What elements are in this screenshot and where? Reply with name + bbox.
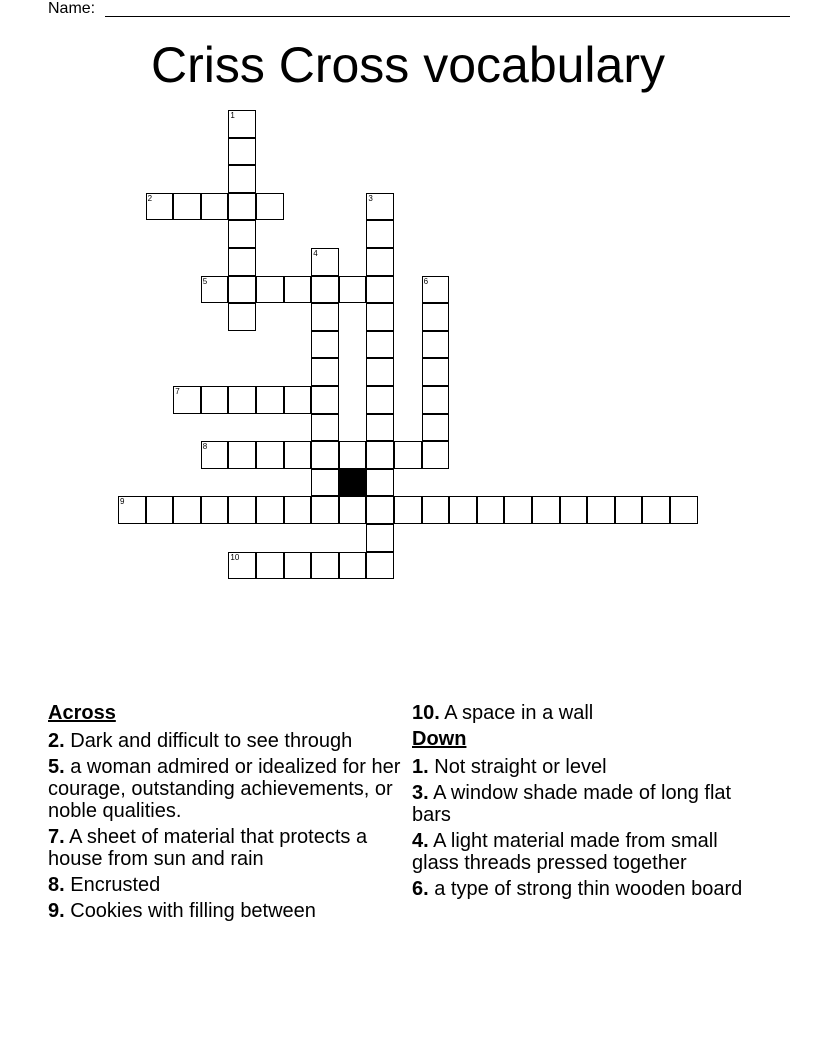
grid-cell[interactable] xyxy=(422,496,450,524)
clue-across-2 xyxy=(48,730,403,752)
grid-cell[interactable] xyxy=(366,386,394,414)
clue-down-3 xyxy=(412,782,757,826)
clue-number: 6. xyxy=(412,878,429,900)
grid-cell[interactable] xyxy=(228,165,256,193)
clue-number: 4. xyxy=(412,830,429,852)
clue-number-label: 8 xyxy=(202,442,208,452)
clue-number-label: 10 xyxy=(230,552,240,562)
grid-cell[interactable] xyxy=(366,552,394,580)
grid-cell[interactable] xyxy=(615,496,643,524)
grid-cell[interactable] xyxy=(173,193,201,221)
grid-cell[interactable] xyxy=(366,441,394,469)
grid-cell[interactable] xyxy=(311,303,339,331)
grid-cell[interactable] xyxy=(670,496,698,524)
clue-text: a type of strong thin wooden board xyxy=(428,878,743,900)
grid-cell[interactable] xyxy=(228,496,256,524)
grid-cell[interactable] xyxy=(228,138,256,166)
clue-across-8 xyxy=(48,874,403,896)
clue-down-4 xyxy=(412,830,757,874)
clue-text: a woman admired or idealized for her courage, outstanding achievements, or noble qualities. xyxy=(48,756,401,822)
grid-cell[interactable] xyxy=(201,496,229,524)
grid-cell[interactable] xyxy=(146,193,174,221)
grid-cell[interactable] xyxy=(173,496,201,524)
grid-cell[interactable] xyxy=(394,496,422,524)
grid-cell[interactable] xyxy=(146,496,174,524)
clue-number: 7. xyxy=(48,826,65,848)
grid-cell[interactable] xyxy=(366,220,394,248)
clue-number: 3. xyxy=(412,782,429,804)
grid-cell[interactable] xyxy=(560,496,588,524)
grid-cell[interactable] xyxy=(256,496,284,524)
grid-cell[interactable] xyxy=(532,496,560,524)
grid-cell[interactable] xyxy=(228,276,256,304)
clue-text: Encrusted xyxy=(64,874,161,896)
grid-cell[interactable] xyxy=(311,414,339,442)
grid-cell[interactable] xyxy=(422,441,450,469)
grid-cell[interactable] xyxy=(642,496,670,524)
grid-cell[interactable] xyxy=(339,276,367,304)
grid-cell[interactable] xyxy=(311,358,339,386)
grid-cell[interactable] xyxy=(449,496,477,524)
grid-cell[interactable] xyxy=(422,358,450,386)
clue-number: 2. xyxy=(48,730,65,752)
grid-cell[interactable] xyxy=(366,524,394,552)
grid-cell[interactable] xyxy=(311,276,339,304)
grid-cell[interactable] xyxy=(201,441,229,469)
grid-cell[interactable] xyxy=(311,331,339,359)
clue-number-label: 5 xyxy=(202,276,208,286)
clue-text: A light material made from small glass threads pressed together xyxy=(412,830,718,874)
clue-number-label: 2 xyxy=(147,193,153,203)
grid-cell[interactable] xyxy=(228,220,256,248)
clue-down-6 xyxy=(412,878,757,900)
grid-cell[interactable] xyxy=(422,276,450,304)
clue-number-label: 6 xyxy=(423,276,429,286)
clues-column-left xyxy=(48,702,403,926)
grid-cell[interactable] xyxy=(284,552,312,580)
grid-cell[interactable] xyxy=(284,496,312,524)
clue-across-9 xyxy=(48,900,403,922)
clue-text: A space in a wall xyxy=(439,702,594,724)
grid-cell[interactable] xyxy=(366,193,394,221)
grid-cell[interactable] xyxy=(422,386,450,414)
grid-cell[interactable] xyxy=(366,469,394,497)
clue-number: 8. xyxy=(48,874,65,896)
grid-cell[interactable] xyxy=(201,193,229,221)
grid-cell[interactable] xyxy=(228,248,256,276)
grid-cell[interactable] xyxy=(394,441,422,469)
grid-cell[interactable] xyxy=(366,331,394,359)
clues-column-right xyxy=(412,702,757,904)
grid-cell[interactable] xyxy=(201,276,229,304)
clue-number-label: 7 xyxy=(175,387,180,396)
page-title: Criss Cross vocabulary xyxy=(150,37,665,93)
grid-cell[interactable] xyxy=(173,386,201,414)
clue-down-1 xyxy=(412,756,757,778)
grid-cell[interactable] xyxy=(477,496,505,524)
grid-cell[interactable] xyxy=(311,552,339,580)
grid-cell[interactable] xyxy=(311,386,339,414)
grid-cell[interactable] xyxy=(422,414,450,442)
black-cell xyxy=(339,469,367,497)
clue-text: A sheet of material that protects a house from sun and rain xyxy=(48,826,368,870)
clue-across-10 xyxy=(412,702,757,724)
grid-cell[interactable] xyxy=(311,496,339,524)
grid-cell[interactable] xyxy=(256,276,284,304)
grid-cell[interactable] xyxy=(284,441,312,469)
name-label: Name: xyxy=(48,0,96,17)
grid-cell[interactable] xyxy=(228,552,256,580)
down-heading: Down xyxy=(412,728,467,750)
grid-cell[interactable] xyxy=(256,441,284,469)
grid-cell[interactable] xyxy=(284,386,312,414)
grid-cell[interactable] xyxy=(256,552,284,580)
grid-cell[interactable] xyxy=(339,441,367,469)
clue-number: 1. xyxy=(412,756,429,778)
clue-number-label: 4 xyxy=(313,249,318,258)
clue-number: 10. xyxy=(412,702,440,724)
grid-cell[interactable] xyxy=(201,386,229,414)
grid-cell[interactable] xyxy=(228,110,256,138)
grid-cell[interactable] xyxy=(311,248,339,276)
grid-cell[interactable] xyxy=(284,276,312,304)
grid-cell[interactable] xyxy=(118,496,146,524)
clue-across-5 xyxy=(48,756,403,822)
clue-number-label: 3 xyxy=(368,193,373,203)
grid-cell[interactable] xyxy=(366,414,394,442)
across-heading: Across xyxy=(48,702,116,724)
grid-cell[interactable] xyxy=(587,496,615,524)
grid-cell[interactable] xyxy=(311,469,339,497)
grid-cell[interactable] xyxy=(339,552,367,580)
clue-across-7 xyxy=(48,826,403,870)
clue-text: A window shade made of long flat bars xyxy=(412,782,732,826)
grid-cell[interactable] xyxy=(256,386,284,414)
grid-cell[interactable] xyxy=(366,303,394,331)
clue-number-label: 1 xyxy=(230,111,235,120)
grid-cell[interactable] xyxy=(228,441,256,469)
clue-text: Cookies with filling between xyxy=(64,900,316,922)
clue-number: 9. xyxy=(48,900,65,922)
grid-cell[interactable] xyxy=(504,496,532,524)
grid-cell[interactable] xyxy=(366,248,394,276)
grid-cell[interactable] xyxy=(422,331,450,359)
clue-text: Dark and difficult to see through xyxy=(64,730,353,752)
grid-cell[interactable] xyxy=(366,496,394,524)
grid-cell[interactable] xyxy=(366,276,394,304)
grid-cell[interactable] xyxy=(228,303,256,331)
clue-text: Not straight or level xyxy=(428,756,607,778)
grid-cell[interactable] xyxy=(311,441,339,469)
clue-number: 5. xyxy=(48,756,65,778)
grid-cell[interactable] xyxy=(366,358,394,386)
grid-cell[interactable] xyxy=(256,193,284,221)
grid-cell[interactable] xyxy=(422,303,450,331)
grid-cell[interactable] xyxy=(228,193,256,221)
clue-number-label: 9 xyxy=(120,497,125,507)
grid-cell[interactable] xyxy=(339,496,367,524)
grid-cell[interactable] xyxy=(228,386,256,414)
